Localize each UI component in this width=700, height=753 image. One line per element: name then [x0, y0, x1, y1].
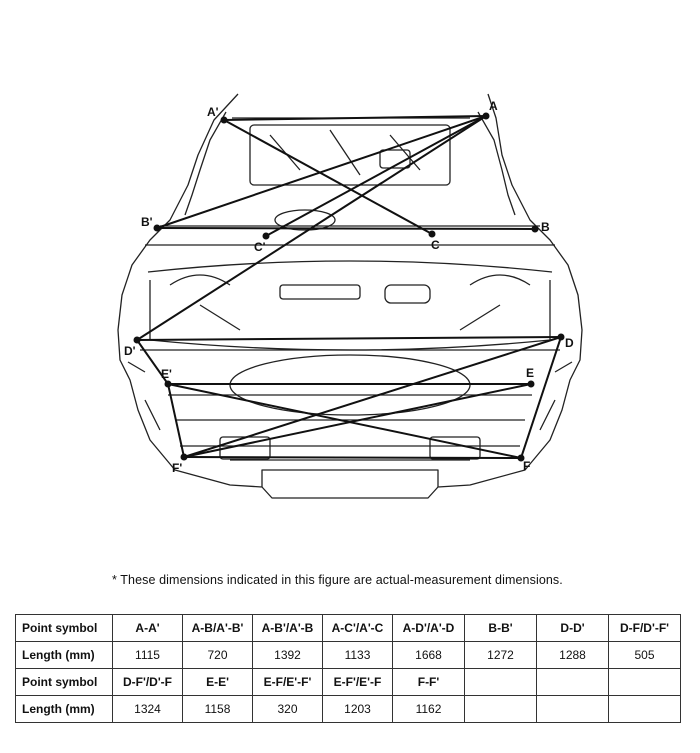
- length-cell: 1133: [323, 642, 393, 669]
- row-label: Point symbol: [16, 669, 113, 696]
- point-d-prime: [134, 337, 141, 344]
- table-row: [16, 615, 681, 642]
- line-a-c-prime: [266, 116, 486, 236]
- point-symbol-cell: E-E': [183, 669, 253, 696]
- label-b: B: [541, 220, 550, 234]
- vehicle-body-outline: [118, 94, 582, 498]
- point-symbol-cell: B-B': [465, 615, 537, 642]
- label-a-prime: A': [207, 105, 219, 119]
- line-f-f-prime: [184, 457, 521, 458]
- point-a-prime: [221, 117, 228, 124]
- label-d-prime: D': [124, 344, 136, 358]
- line-d-d-prime: [137, 337, 561, 340]
- length-cell: 1324: [113, 696, 183, 723]
- table-row: [16, 642, 681, 669]
- table-row: [16, 669, 681, 696]
- point-symbol-cell: D-D': [537, 615, 609, 642]
- point-symbol-cell: A-B/A'-B': [183, 615, 253, 642]
- point-symbol-cell: [537, 669, 609, 696]
- label-e-prime: E': [161, 367, 172, 381]
- point-b: [532, 226, 539, 233]
- label-e: E: [526, 366, 535, 380]
- point-d: [558, 334, 565, 341]
- point-symbol-cell: A-A': [113, 615, 183, 642]
- length-cell: [537, 696, 609, 723]
- length-cell: 1272: [465, 642, 537, 669]
- dimension-table: [15, 614, 681, 723]
- label-f: F: [523, 459, 531, 473]
- point-symbol-cell: A-D'/A'-D: [393, 615, 465, 642]
- point-e: [528, 381, 535, 388]
- length-cell: [609, 696, 681, 723]
- label-b-prime: B': [141, 215, 153, 229]
- length-cell: 1392: [253, 642, 323, 669]
- point-e-prime: [165, 381, 172, 388]
- length-cell: 720: [183, 642, 253, 669]
- length-cell: 1668: [393, 642, 465, 669]
- line-d-f: [521, 337, 561, 458]
- length-cell: 1158: [183, 696, 253, 723]
- point-labels: [124, 99, 574, 475]
- point-symbol-cell: A-C'/A'-C: [323, 615, 393, 642]
- label-a: A: [489, 99, 498, 113]
- point-symbol-cell: [465, 669, 537, 696]
- point-symbol-cell: A-B'/A'-B: [253, 615, 323, 642]
- label-f-prime: F': [172, 461, 183, 475]
- row-label: Length (mm): [16, 696, 113, 723]
- point-symbol-cell: D-F'/D'-F: [113, 669, 183, 696]
- length-cell: 1288: [537, 642, 609, 669]
- measurement-note: * These dimensions indicated in this figure are actual-measurement dimensions.: [112, 573, 563, 587]
- length-cell: 505: [609, 642, 681, 669]
- point-symbol-cell: D-F/D'-F': [609, 615, 681, 642]
- measurement-points: [134, 113, 565, 462]
- length-cell: 1203: [323, 696, 393, 723]
- label-c: C: [431, 238, 440, 252]
- row-label: Length (mm): [16, 642, 113, 669]
- label-c-prime: C': [254, 240, 266, 254]
- point-symbol-cell: [609, 669, 681, 696]
- length-cell: 1115: [113, 642, 183, 669]
- point-c-prime: [263, 233, 270, 240]
- length-cell: 320: [253, 696, 323, 723]
- point-c: [429, 231, 436, 238]
- line-b-b-prime: [157, 228, 535, 229]
- row-label: Point symbol: [16, 615, 113, 642]
- length-cell: 1162: [393, 696, 465, 723]
- point-f-prime: [181, 454, 188, 461]
- point-a: [483, 113, 490, 120]
- point-symbol-cell: F-F': [393, 669, 465, 696]
- table-row: [16, 696, 681, 723]
- point-symbol-cell: E-F'/E'-F: [323, 669, 393, 696]
- point-symbol-cell: E-F/E'-F': [253, 669, 323, 696]
- point-b-prime: [154, 225, 161, 232]
- length-cell: [465, 696, 537, 723]
- label-d: D: [565, 336, 574, 350]
